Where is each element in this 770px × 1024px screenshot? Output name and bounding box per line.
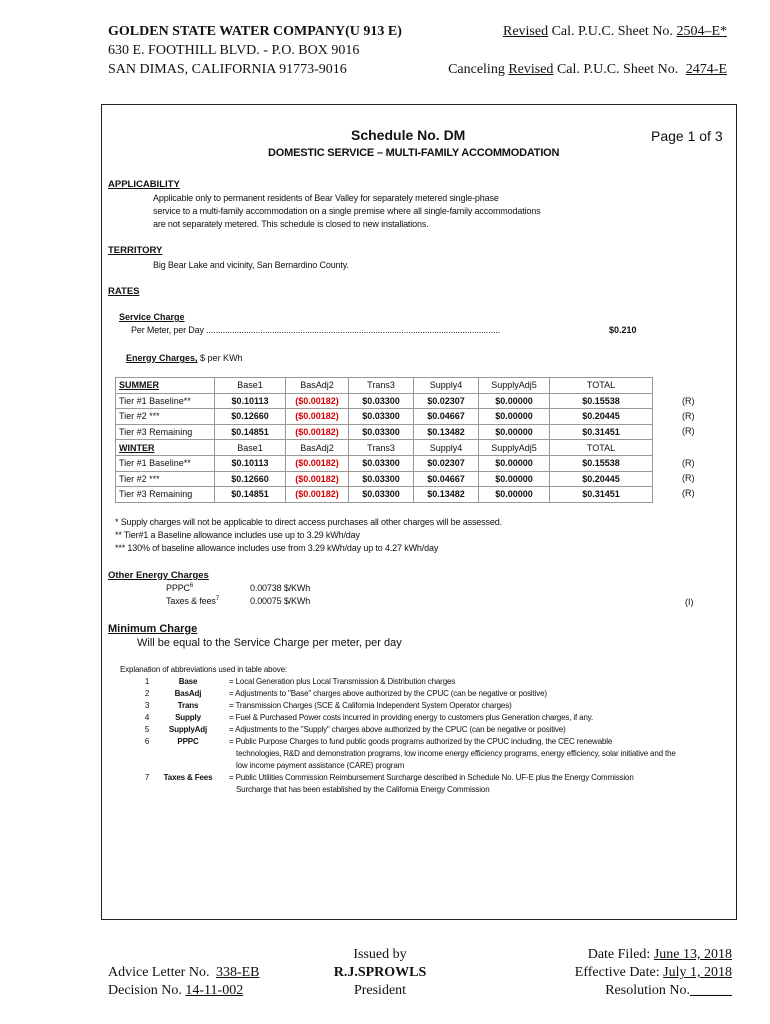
resolution-blank: ______ <box>690 983 732 998</box>
other-energy-heading: Other Energy Charges <box>108 570 209 581</box>
taxes-label <box>166 596 219 606</box>
company-name <box>108 23 402 40</box>
total-cell: $0.20445 <box>550 471 653 487</box>
abbr-desc: = Public Utilities Commission Reimbursement Surcharge described in Schedule No. UF-E plus the Energy Commission <box>229 773 634 782</box>
taxes-label-text: Taxes & fees <box>166 596 216 606</box>
change-marker: (R) <box>682 411 695 421</box>
abbr-term: Base <box>178 677 198 686</box>
abbr-term: PPPC <box>177 737 199 746</box>
pppc-label <box>166 583 193 593</box>
decision-number: 14-11-002 <box>185 983 244 998</box>
issued-by-label: Issued by <box>353 947 407 962</box>
column-header: Supply4 <box>414 440 479 456</box>
table-row <box>116 409 653 425</box>
column-header: Trans3 <box>349 440 414 456</box>
decision-line <box>108 982 243 1000</box>
schedule-subtitle: DOMESTIC SERVICE – MULTI-FAMILY ACCOMMODATION <box>268 147 560 159</box>
supply-cell: $0.13482 <box>414 424 479 440</box>
supplyadj-cell: $0.00000 <box>479 393 550 409</box>
note-3: *** 130% of baseline allowance includes use from 3.29 kWh/day up to 4.27 kWh/day <box>115 543 439 553</box>
change-marker: (R) <box>682 458 695 468</box>
change-marker: (R) <box>682 396 695 406</box>
abbr-number: 2 <box>144 689 150 698</box>
base-cell: $0.12660 <box>215 409 286 425</box>
abbr-desc-continued: low income payment assistance (CARE) program <box>236 761 405 770</box>
resolution-label: Resolution No. <box>605 983 690 998</box>
trans-cell: $0.03300 <box>349 424 414 440</box>
abbr-number: 1 <box>144 677 150 686</box>
per-meter-label: Per Meter, per Day ............................................................................................................................. <box>131 325 500 335</box>
supplyadj-cell: $0.00000 <box>479 487 550 503</box>
abbr-term: BasAdj <box>174 689 202 698</box>
table-row <box>116 487 653 503</box>
supply-cell: $0.13482 <box>414 487 479 503</box>
supply-cell: $0.04667 <box>414 471 479 487</box>
change-marker: (R) <box>682 426 695 436</box>
canceling-revised-word: Revised <box>508 62 554 77</box>
tier-label: Tier #2 *** <box>116 471 215 487</box>
trans-cell: $0.03300 <box>349 487 414 503</box>
abbr-desc: = Fuel & Purchased Power costs incurred in providing energy to customers plus Generation charges, if any. <box>229 713 594 722</box>
column-header: BasAdj2 <box>286 440 349 456</box>
abbr-desc: = Transmission Charges (SCE & California Independent System Operator charges) <box>229 701 512 710</box>
abbr-term: Trans <box>177 701 199 710</box>
minimum-charge-heading: Minimum Charge <box>108 623 198 635</box>
summer-label: SUMMER <box>116 378 215 394</box>
basadj-cell: ($0.00182) <box>286 424 349 440</box>
abbr-number: 5 <box>144 725 150 734</box>
pppc-value: 0.00738 $/KWh <box>250 583 311 593</box>
tier-label: Tier #3 Remaining <box>116 487 215 503</box>
total-cell: $0.20445 <box>550 409 653 425</box>
abbr-desc: = Public Purpose Charges to fund public goods programs authorized by the CPUC including, the CEC renewable <box>229 737 613 746</box>
page-number: Page 1 of 3 <box>651 128 723 144</box>
pppc-footnote: 6 <box>189 583 194 589</box>
abbr-number: 7 <box>144 773 150 782</box>
trans-cell: $0.03300 <box>349 455 414 471</box>
column-header: SupplyAdj5 <box>479 440 550 456</box>
effective-date-line <box>575 964 732 982</box>
service-charge-heading: Service Charge <box>119 312 185 322</box>
effective-date-label: Effective Date: <box>574 965 660 980</box>
change-marker: (R) <box>682 473 695 483</box>
base-cell: $0.10113 <box>215 455 286 471</box>
abbr-desc-continued: technologies, R&D and demonstration programs, low income energy efficiency programs, energy efficiency, solar initiative and the <box>236 749 676 758</box>
basadj-cell: ($0.00182) <box>286 487 349 503</box>
column-header: BasAdj2 <box>286 378 349 394</box>
revised-word: Revised <box>502 24 549 39</box>
table-row <box>116 455 653 471</box>
note-2: ** Tier#1 a Baseline allowance includes use up to 3.29 kWh/day <box>115 530 360 540</box>
tier-label: Tier #3 Remaining <box>116 424 215 440</box>
total-cell: $0.15538 <box>550 393 653 409</box>
applicability-heading: APPLICABILITY <box>108 179 180 190</box>
trans-cell: $0.03300 <box>349 393 414 409</box>
date-filed-value: June 13, 2018 <box>653 947 732 962</box>
table-row <box>116 424 653 440</box>
decision-label: Decision No. <box>108 983 182 998</box>
taxes-value: 0.00075 $/KWh <box>250 596 311 606</box>
company-name-text: GOLDEN STATE WATER COMPANY(U 913 E) <box>108 24 402 39</box>
sheet-label: Cal. P.U.C. Sheet No. <box>551 24 673 39</box>
canceling-sheet-label: Cal. P.U.C. Sheet No. <box>556 62 679 77</box>
per-meter-value: $0.210 <box>609 325 637 335</box>
table-row <box>116 393 653 409</box>
column-header: Base1 <box>215 440 286 456</box>
company-address-line1: 630 E. FOOTHILL BLVD. - P.O. BOX 9016 <box>108 43 360 58</box>
column-header: Trans3 <box>349 378 414 394</box>
abbr-desc-continued: Surcharge that has been established by the California Energy Commission <box>236 785 490 794</box>
supplyadj-cell: $0.00000 <box>479 471 550 487</box>
canceling-sheet-number: 2474-E <box>685 62 727 77</box>
tier-label: Tier #1 Baseline** <box>116 455 215 471</box>
advice-letter-number: 338-EB <box>215 965 260 980</box>
rates-heading: RATES <box>108 286 140 297</box>
supplyadj-cell: $0.00000 <box>479 424 550 440</box>
table-row <box>116 440 653 456</box>
trans-cell: $0.03300 <box>349 409 414 425</box>
taxes-footnote: 7 <box>215 596 219 602</box>
tier-label: Tier #2 *** <box>116 409 215 425</box>
column-header: TOTAL <box>550 378 653 394</box>
total-cell: $0.31451 <box>550 424 653 440</box>
abbr-number: 6 <box>144 737 150 746</box>
base-cell: $0.14851 <box>215 424 286 440</box>
date-filed-label: Date Filed: <box>587 947 651 962</box>
base-cell: $0.10113 <box>215 393 286 409</box>
abbr-number: 3 <box>144 701 150 710</box>
table-row <box>116 378 653 394</box>
basadj-cell: ($0.00182) <box>286 455 349 471</box>
basadj-cell: ($0.00182) <box>286 409 349 425</box>
applicability-line-1: Applicable only to permanent residents of Bear Valley for separately metered single-phase <box>153 193 499 203</box>
supply-cell: $0.02307 <box>414 393 479 409</box>
advice-letter-line <box>108 964 260 982</box>
pppc-label-text: PPPC <box>166 583 190 593</box>
abbreviations-intro: Explanation of abbreviations used in table above: <box>120 665 287 674</box>
minimum-charge-text: Will be equal to the Service Charge per meter, per day <box>137 637 402 649</box>
advice-letter-label: Advice Letter No. <box>108 965 210 980</box>
date-filed-line <box>588 946 732 964</box>
energy-rates-table <box>115 377 653 503</box>
abbr-term: Taxes & Fees <box>163 773 213 782</box>
issuer-name: R.J.SPROWLS <box>333 965 427 980</box>
issuer-title: President <box>353 983 407 998</box>
applicability-line-2: service to a multi-family accommodation on a single premise where all single-family accommodations <box>153 206 541 216</box>
supply-cell: $0.02307 <box>414 455 479 471</box>
sheet-number: 2504–E* <box>676 24 727 39</box>
column-header: SupplyAdj5 <box>479 378 550 394</box>
basadj-cell: ($0.00182) <box>286 393 349 409</box>
schedule-title: Schedule No. DM <box>351 127 466 143</box>
trans-cell: $0.03300 <box>349 471 414 487</box>
abbr-number: 4 <box>144 713 150 722</box>
abbr-desc: = Adjustments to "Base" charges above authorized by the CPUC (can be negative or positive) <box>229 689 547 698</box>
abbr-desc: = Adjustments to the "Supply" charges above authorized by the CPUC (can be negative or positive) <box>229 725 566 734</box>
winter-label: WINTER <box>116 440 215 456</box>
abbr-term: SupplyAdj <box>168 725 208 734</box>
company-address-line2: SAN DIMAS, CALIFORNIA 91773-9016 <box>108 62 347 77</box>
column-header: Supply4 <box>414 378 479 394</box>
base-cell: $0.14851 <box>215 487 286 503</box>
abbr-term: Supply <box>175 713 201 722</box>
basadj-cell: ($0.00182) <box>286 471 349 487</box>
supplyadj-cell: $0.00000 <box>479 455 550 471</box>
supply-cell: $0.04667 <box>414 409 479 425</box>
total-cell: $0.15538 <box>550 455 653 471</box>
column-header: TOTAL <box>550 440 653 456</box>
sheet-number-line <box>503 23 727 40</box>
change-marker: (I) <box>685 597 694 607</box>
table-row <box>116 471 653 487</box>
note-1: * Supply charges will not be applicable to direct access purchases all other charges will be assessed. <box>115 517 502 527</box>
energy-charges-unit: $ per KWh <box>200 353 243 363</box>
effective-date-value: July 1, 2018 <box>663 965 732 980</box>
canceling-sheet-line <box>448 61 727 78</box>
energy-charges-heading: Energy Charges, <box>126 353 198 363</box>
abbr-desc: = Local Generation plus Local Transmission & Distribution charges <box>229 677 456 686</box>
base-cell: $0.12660 <box>215 471 286 487</box>
total-cell: $0.31451 <box>550 487 653 503</box>
territory-text: Big Bear Lake and vicinity, San Bernardino County. <box>153 260 349 270</box>
column-header: Base1 <box>215 378 286 394</box>
territory-heading: TERRITORY <box>108 245 163 256</box>
change-marker: (R) <box>682 488 695 498</box>
supplyadj-cell: $0.00000 <box>479 409 550 425</box>
energy-charges-line <box>126 353 243 363</box>
tier-label: Tier #1 Baseline** <box>116 393 215 409</box>
resolution-line <box>605 982 732 1000</box>
canceling-word: Canceling <box>448 62 505 77</box>
applicability-line-3: are not separately metered. This schedule is closed to new installations. <box>153 219 429 229</box>
